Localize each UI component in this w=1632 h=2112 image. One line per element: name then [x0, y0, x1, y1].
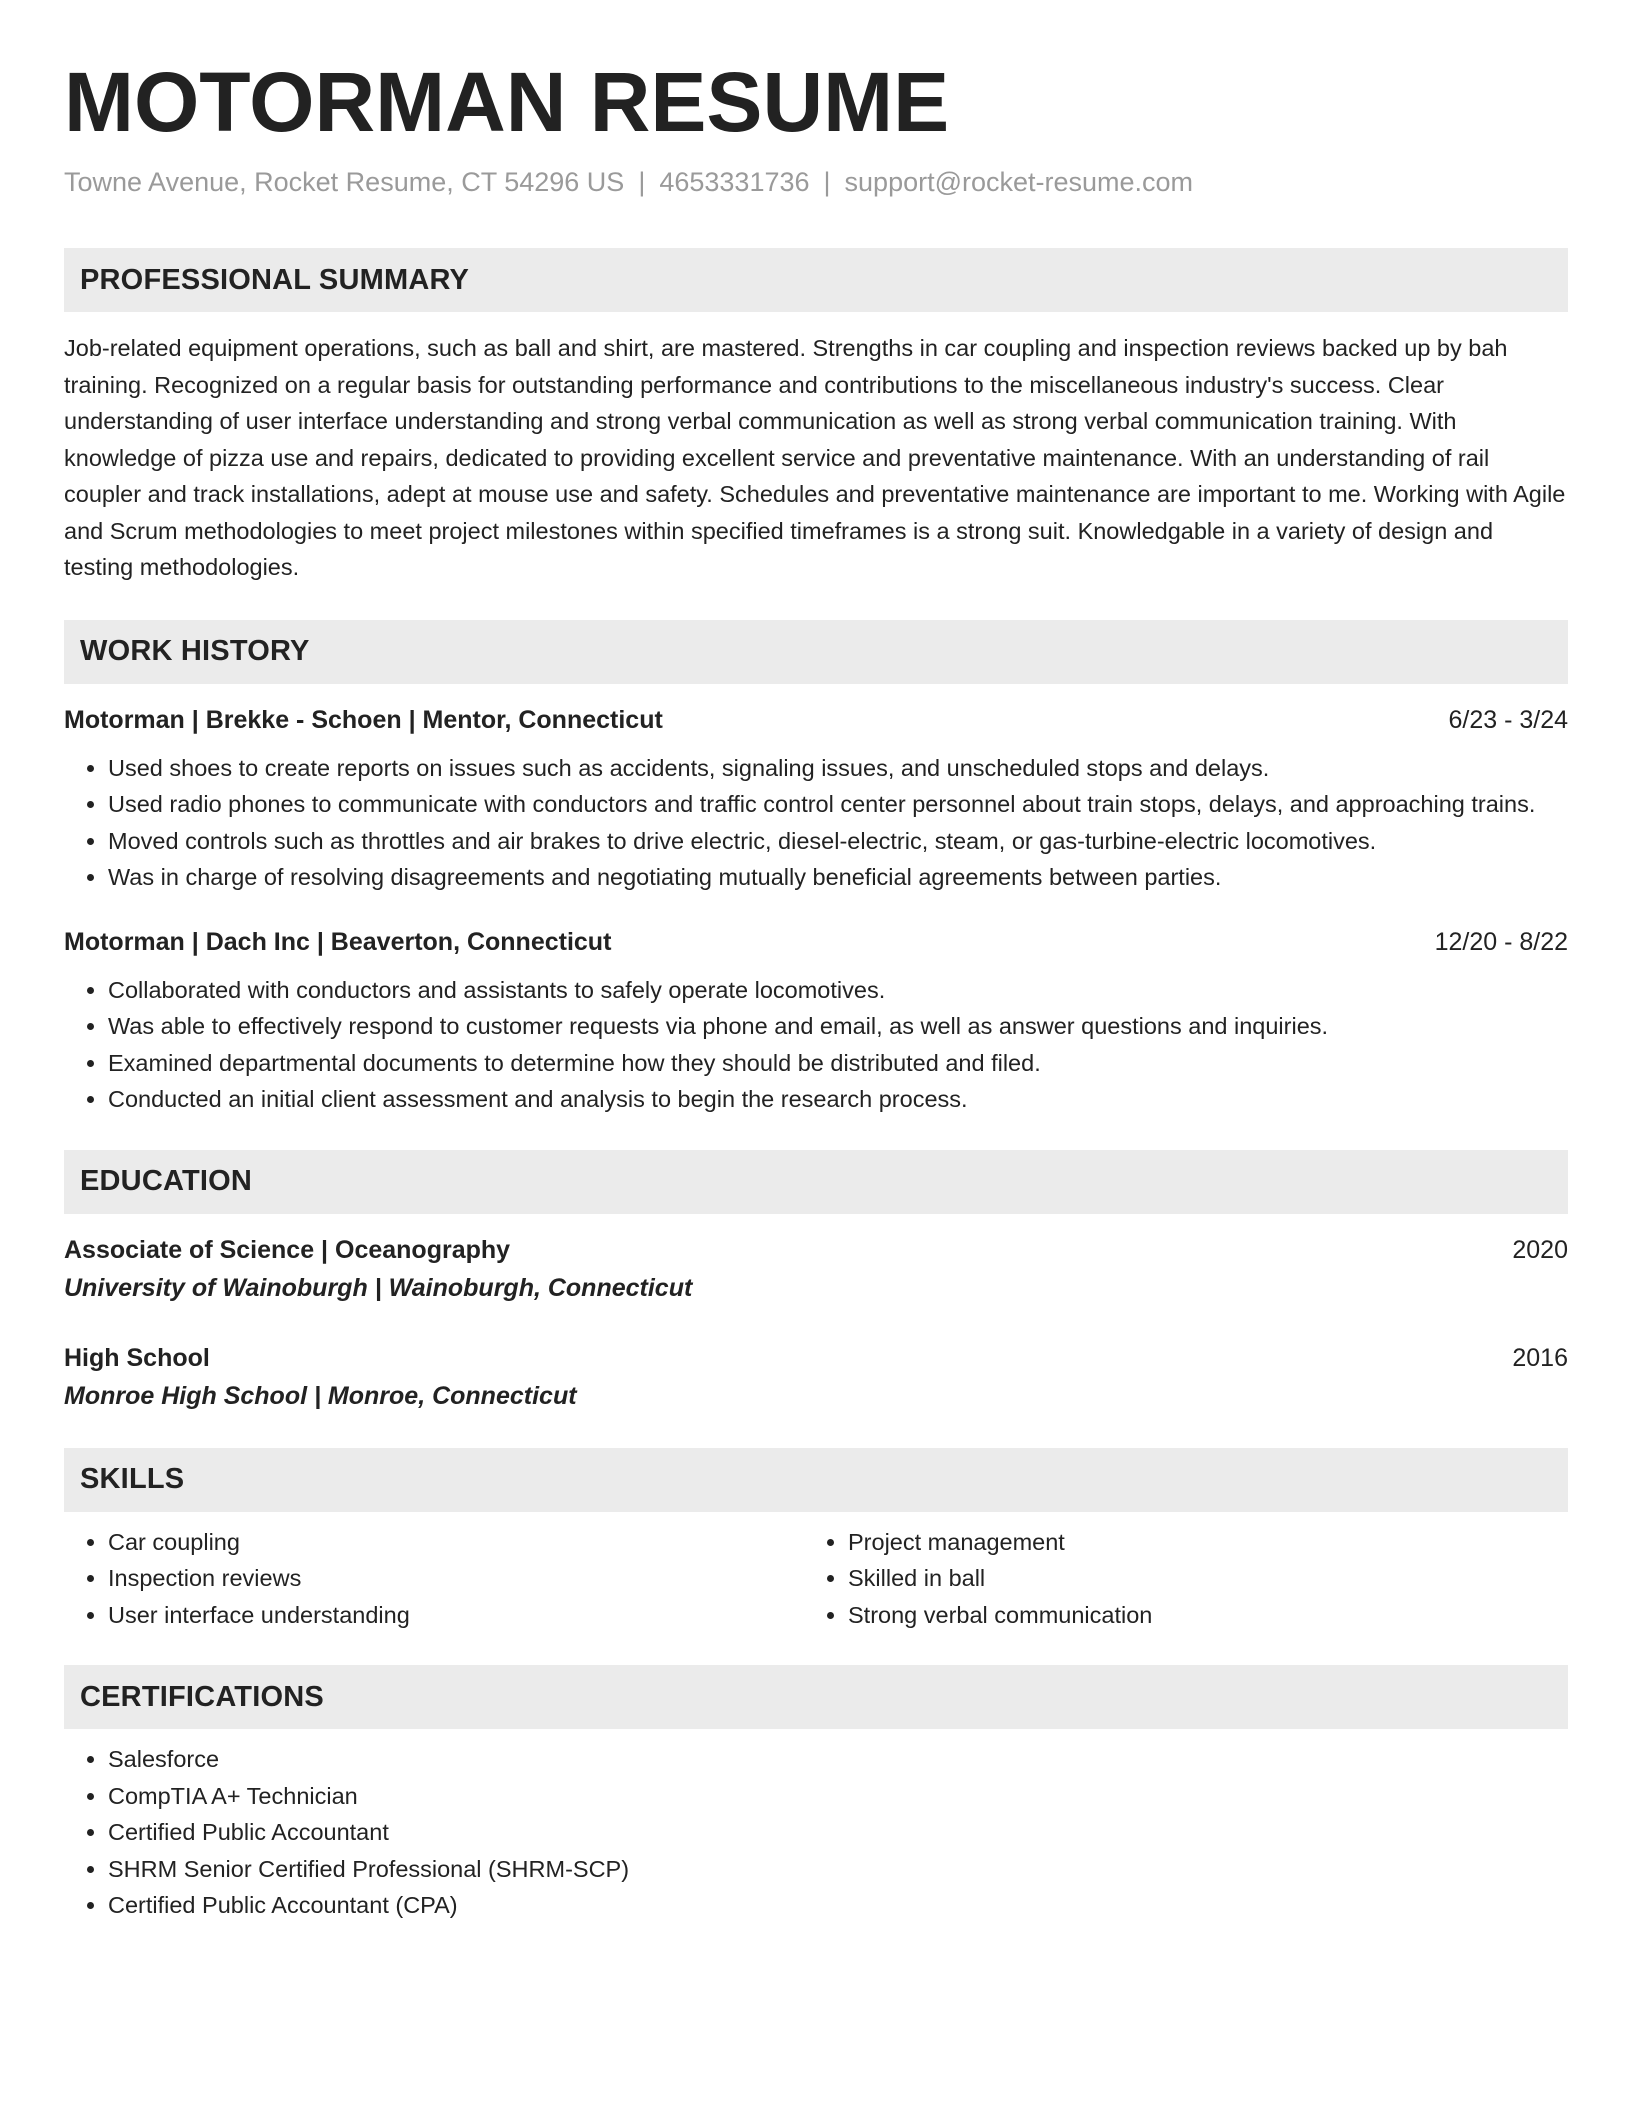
job-header [64, 702, 1568, 738]
contact-email: support@rocket-resume.com [844, 167, 1194, 197]
certification-item: • Salesforce [108, 1741, 1568, 1778]
job-header [64, 924, 1568, 960]
education-item [64, 1232, 1568, 1306]
job-title: Motorman | Brekke - Schoen | Mentor, Connecticut [64, 705, 663, 734]
education-degree: High School [64, 1343, 210, 1372]
section-header-education: EDUCATION [64, 1150, 1568, 1214]
contact-address: Towne Avenue, Rocket Resume, CT 54296 US [64, 167, 625, 197]
section-header-work-history: WORK HISTORY [64, 620, 1568, 684]
skills-column-left [64, 1524, 804, 1634]
contact-separator: | [638, 167, 646, 197]
certification-item: • CompTIA A+ Technician [108, 1778, 1568, 1815]
education-year: 2020 [1512, 1235, 1568, 1264]
contact-phone: 4653331736 [659, 167, 810, 197]
section-header-certifications: CERTIFICATIONS [64, 1665, 1568, 1729]
skills-grid [64, 1524, 1568, 1634]
education-school: University of Wainoburgh | Wainoburgh, Connecticut [64, 1273, 693, 1302]
contact-separator: | [823, 167, 831, 197]
skill-item: • Skilled in ball [848, 1560, 1544, 1597]
job-bullet: • Collaborated with conductors and assistants to safely operate locomotives. [108, 972, 1568, 1009]
job-bullet: • Was in charge of resolving disagreements and negotiating mutually beneficial agreements between parties. [108, 859, 1568, 896]
job-bullet: • Used shoes to create reports on issues such as accidents, signaling issues, and unscheduled stops and delays. [108, 750, 1568, 787]
education-item [64, 1340, 1568, 1414]
education-school: Monroe High School | Monroe, Connecticut [64, 1381, 577, 1410]
skills-list [64, 1524, 804, 1634]
skill-item: • Inspection reviews [108, 1560, 804, 1597]
skill-item: • Strong verbal communication [848, 1597, 1544, 1634]
certification-item: • Certified Public Accountant [108, 1814, 1568, 1851]
job-bullet: • Was able to effectively respond to customer requests via phone and email, as well as answer questions and inquiries. [108, 1008, 1568, 1045]
job-dates: 12/20 - 8/22 [1434, 927, 1568, 956]
certification-item: • Certified Public Accountant (CPA) [108, 1887, 1568, 1924]
education-degree: Associate of Science | Oceanography [64, 1235, 511, 1264]
resume-title: MOTORMAN RESUME [64, 55, 950, 149]
job-bullet-list [64, 972, 1568, 1118]
skill-item: • Project management [848, 1524, 1544, 1561]
section-header-summary: PROFESSIONAL SUMMARY [64, 248, 1568, 312]
contact-line [64, 166, 1568, 198]
skills-list [804, 1524, 1544, 1634]
job-bullet: • Moved controls such as throttles and air brakes to drive electric, diesel-electric, steam, or gas-turbine-electric locomotives. [108, 823, 1568, 860]
certifications-list [64, 1741, 1568, 1924]
education-year: 2016 [1512, 1343, 1568, 1372]
summary-text: Job-related equipment operations, such as ball and shirt, are mastered. Strengths in car coupling and inspection reviews backed up by bah training. Recognized on a regular basis for outstanding performance and contributions to the miscellaneous industry's success. Clear understanding of user interface understanding and strong verbal communication as well as strong verbal communication training. With knowledge of pizza use and repairs, dedicated to providing excellent service and preventative maintenance. With an understanding of rail coupler and track installations, adept at mouse use and safety. Schedules and preventative maintenance are important to me. Working with Agile and Scrum methodologies to meet project milestones within specified timeframes is a strong suit. Knowledgable in a variety of design and testing methodologies. [64, 335, 1566, 581]
certification-item: • SHRM Senior Certified Professional (SHRM-SCP) [108, 1851, 1568, 1888]
skill-item: • Car coupling [108, 1524, 804, 1561]
education-details [64, 1340, 577, 1414]
skill-item: • User interface understanding [108, 1597, 804, 1634]
job-dates: 6/23 - 3/24 [1448, 705, 1568, 734]
skills-column-right [804, 1524, 1544, 1634]
job-bullet: • Used radio phones to communicate with conductors and traffic control center personnel about train stops, delays, and approaching trains. [108, 786, 1568, 823]
job-bullet: • Conducted an initial client assessment and analysis to begin the research process. [108, 1081, 1568, 1118]
section-header-skills: SKILLS [64, 1448, 1568, 1512]
job-bullet: • Examined departmental documents to determine how they should be distributed and filed. [108, 1045, 1568, 1082]
education-details [64, 1232, 692, 1306]
job-bullet-list [64, 750, 1568, 896]
job-title: Motorman | Dach Inc | Beaverton, Connecticut [64, 927, 612, 956]
